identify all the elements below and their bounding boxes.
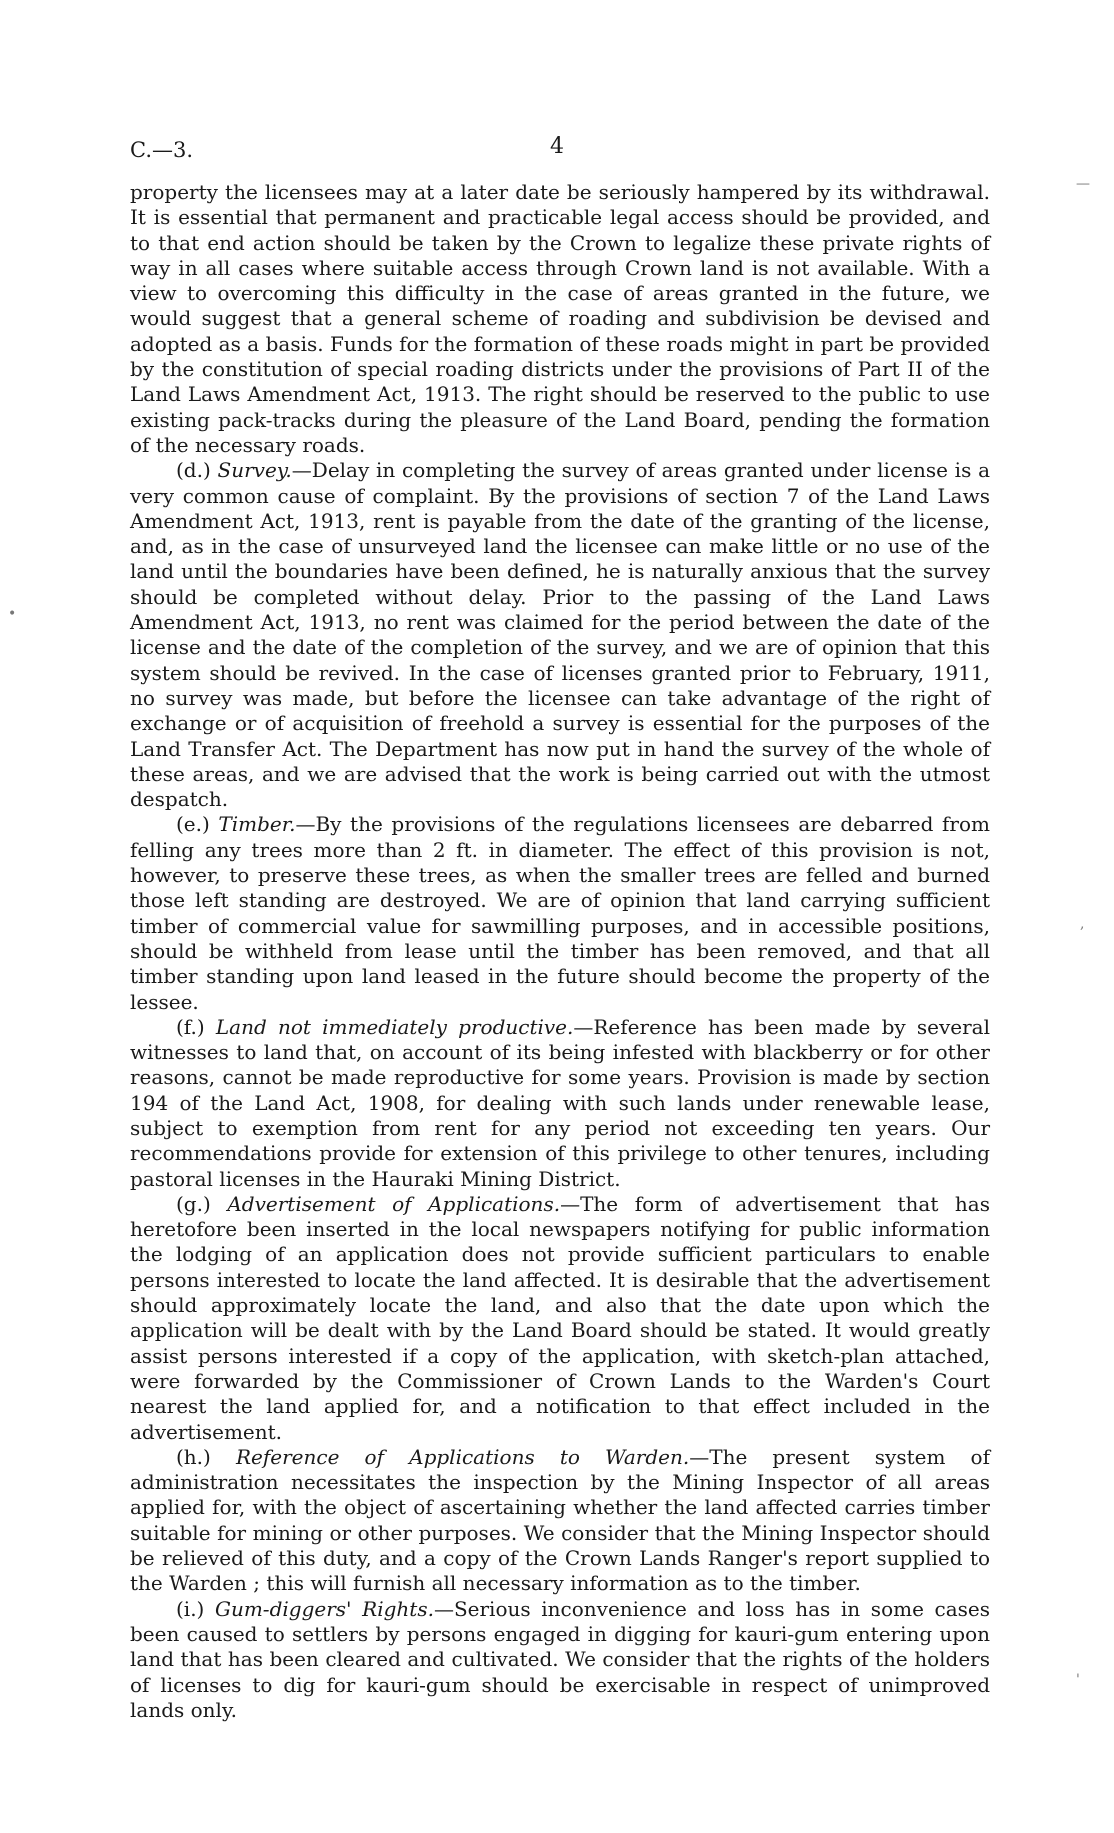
margin-dash-mark: — (1076, 176, 1090, 192)
page-number: 4 (550, 134, 564, 159)
page-header (130, 134, 990, 168)
paragraph-text: property the licensees may at a later date be seriously hampered by its withdrawal. It is essential that permanent and practicable legal access should be provided, and to that end action should be taken by the Crown to legalize these private rights of way in all cases where suitable access through Crown land is not available. With a view to overcoming this difficulty in the case of areas granted in the future, we would suggest that a general scheme of roading and subdivision be devised and adopted as a basis. Funds for the formation of these roads might in part be provided by the constitution of special roading districts under the provisions of Part II of the Land Laws Amendment Act, 1913. The right should be reserved to the public to use existing pack-tracks during the pleasure of the Land Board, pending the formation of the necessary roads. (130, 180, 990, 457)
paragraph-reference-warden (130, 1445, 990, 1597)
section-heading: Timber. (218, 812, 296, 837)
paragraph-text: —Serious inconvenience and loss has in some cases been caused to settlers by persons engaged in digging for kauri-gum entering upon land that has been cleared and cultivated. We consider that the rights of the holders of licenses to dig for kauri-gum should be exercisable in respect of unimproved lands only. (130, 1596, 991, 1722)
section-heading: Advertisement of Applications. (227, 1191, 561, 1216)
section-label: (i.) (176, 1596, 205, 1621)
paragraph-text: —Reference has been made by several witnesses to land that, on account of its being infested with blackberry or for other reasons, cannot be made reproductive for some years. Provision is made by section 194 of the Land Act, 1908, for dealing with such lands under renewable lease, subject to exemption from rent for any period not exceeding ten years. Our recommendations provide for extension of this privilege to other tenures, including pastoral licenses in the Hauraki Mining District. (130, 1014, 990, 1191)
paragraph-text: —The present system of administration necessitates the inspection by the Mining Inspector of all areas applied for, with the object of ascertaining whether the land affected carries timber suitable for mining or other purposes. We consider that the Mining Inspector should be relieved of this duty, and a copy of the Crown Lands Ranger's report supplied to the Warden ; this will furnish all necessary information as to the timber. (130, 1444, 991, 1596)
section-label: (f.) (176, 1014, 205, 1039)
paragraph-continued (130, 180, 990, 458)
paragraph-gum-diggers (130, 1597, 990, 1723)
section-heading: Land not immediately productive. (215, 1014, 574, 1039)
section-label: (g.) (176, 1191, 211, 1216)
section-heading: Survey. (217, 458, 292, 483)
body-text (130, 180, 990, 1723)
section-heading: Gum-diggers' Rights. (214, 1596, 434, 1621)
margin-tick-mark: , (1080, 916, 1085, 932)
margin-tick-mark: ' (1076, 1672, 1080, 1688)
section-heading: Reference of Applications to Warden. (235, 1444, 690, 1469)
document-reference: C.—3. (130, 138, 194, 162)
section-label: (e.) (176, 812, 210, 837)
paragraph-advertisement (130, 1192, 990, 1445)
paragraph-text: —By the provisions of the regulations licensees are debarred from felling any trees more than 2 ft. in diameter. The effect of this provision is not, however, to preserve these trees, as when the smaller trees are felled and burned those left standing are destroyed. We are of opinion that land carrying sufficient timber of commercial value for sawmilling purposes, and in accessible positions, should be withheld from lease until the timber has been removed, and that all timber standing upon land leased in the future should become the property of the lessee. (130, 812, 991, 1014)
section-label: (d.) (176, 458, 211, 483)
paragraph-survey (130, 458, 990, 812)
paragraph-text: —Delay in completing the survey of areas granted under license is a very common cause of complaint. By the provisions of section 7 of the Land Laws Amendment Act, 1913, rent is payable from the date of the granting of the license, and, as in the case of unsurveyed land the licensee can make little or no use of the land until the boundaries have been defined, he is naturally anxious that the survey should be completed without delay. Prior to the passing of the Land Laws Amendment Act, 1913, no rent was claimed for the period between the date of the license and the date of the completion of the survey, and we are of opinion that this system should be revived. In the case of licenses granted prior to February, 1911, no survey was made, but before the licensee can take advantage of the right of exchange or of acquisition of freehold a survey is essential for the purposes of the Land Transfer Act. The Department has now put in hand the survey of the whole of these areas, and we are advised that the work is being carried out with the utmost despatch. (130, 458, 990, 812)
margin-dot-mark: • (8, 606, 17, 622)
paragraph-timber (130, 812, 990, 1014)
paragraph-land-not-productive (130, 1015, 990, 1192)
paragraph-text: —The form of advertisement that has heretofore been inserted in the local newspapers notifying for public information the lodging of an application does not provide sufficient particulars to enable persons interested to locate the land affected. It is desirable that the advertisement should approximately locate the land, and also that the date upon which the application will be dealt with by the Land Board should be stated. It would greatly assist persons interested if a copy of the application, with sketch-plan attached, were forwarded by the Commissioner of Crown Lands to the Warden's Court nearest the land applied for, and a notification to that effect included in the advertisement. (130, 1191, 990, 1444)
section-label: (h.) (176, 1444, 211, 1469)
